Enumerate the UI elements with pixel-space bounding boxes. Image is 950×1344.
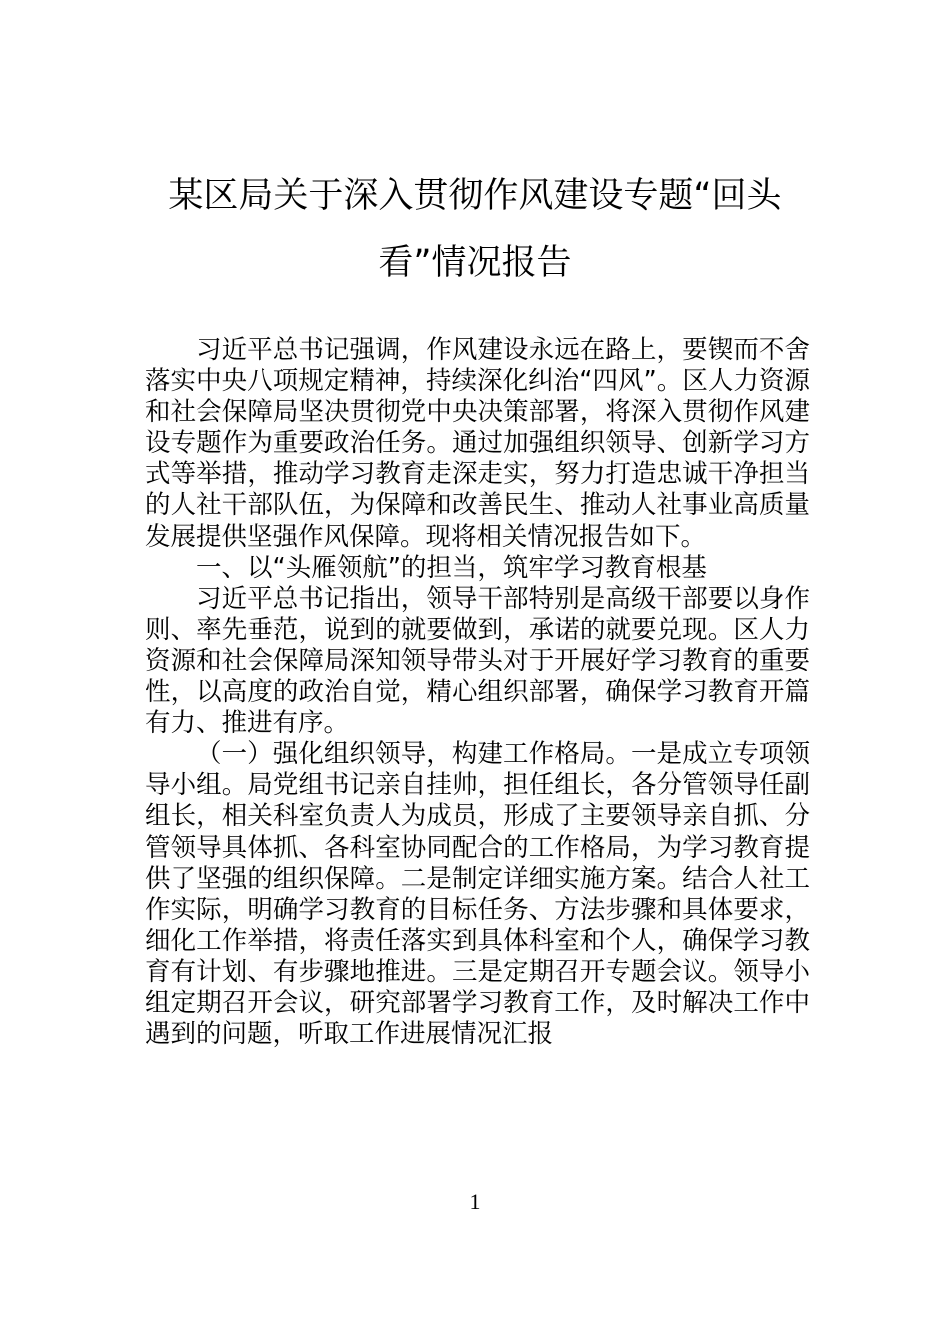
page-number: 1 [469,1189,481,1214]
section-1-paragraph: 习近平总书记指出，领导干部特别是高级干部要以身作则、率先垂范，说到的就要做到，承诺的就要兑现。区人力资源和社会保障局深知领导带头对于开展好学习教育的重要性，以高度的政治自觉，精心组织部署，确保学习教育开篇有力、推进有序。 [145,583,810,739]
document-title-line-2: 看”情况报告 [378,243,572,283]
section-heading-1: 一、以“头雁领航”的担当，筑牢学习教育根基 [196,552,707,583]
document-title-line-1: 某区局关于深入贯彻作风建设专题“回头 [168,176,782,216]
document-body [145,335,810,1050]
intro-paragraph: 习近平总书记强调，作风建设永远在路上，要锲而不舍落实中央八项规定精神，持续深化纠治“四风”。区人力资源和社会保障局坚决贯彻党中央决策部署，将深入贯彻作风建设专题作为重要政治任务。通过加强组织领导、创新学习方式等举措，推动学习教育走深走实，努力打造忠诚干净担当的人社干部队伍，为保障和改善民生、推动人社事业高质量发展提供坚强作风保障。现将相关情况报告如下。 [145,335,810,552]
subsection-1-paragraph: （一）强化组织领导，构建工作格局。一是成立专项领导小组。局党组书记亲自挂帅，担任组长，各分管领导任副组长，相关科室负责人为成员，形成了主要领导亲自抓、分管领导具体抓、各科室协同配合的工作格局，为学习教育提供了坚强的组织保障。二是制定详细实施方案。结合人社工作实际，明确学习教育的目标任务、方法步骤和具体要求，细化工作举措，将责任落实到具体科室和个人，确保学习教育有计划、有步骤地推进。三是定期召开专题会议。领导小组定期召开会议，研究部署学习教育工作，及时解决工作中遇到的问题，听取工作进展情况汇报 [145,739,810,1050]
